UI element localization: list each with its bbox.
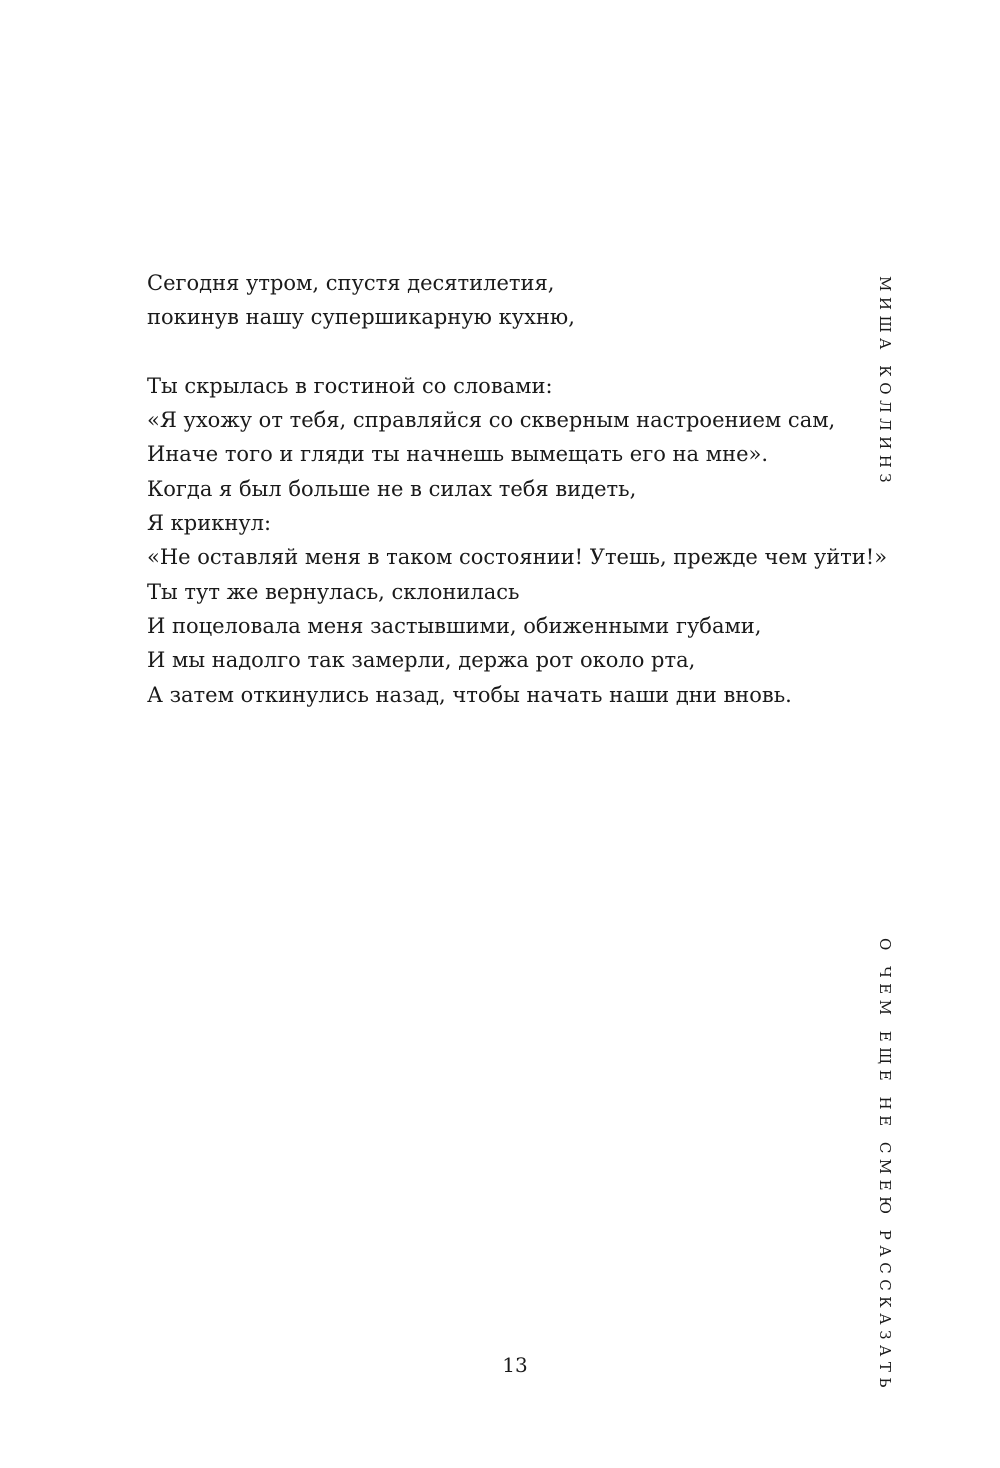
poem-line: Когда я был больше не в силах тебя видеть, [147,476,637,501]
poem-line: Ты тут же вернулась, склонилась [147,579,520,604]
poem-line: И мы надолго так замерли, держа рот около рта, [147,648,696,673]
poem-line: покинув нашу супершикарную кухню, [147,305,575,330]
running-head-author: МИША КОЛЛИНЗ [876,276,894,489]
page-number: 13 [502,1353,528,1377]
stanza-break [147,335,847,369]
poem-line: «Я ухожу от тебя, справляйся со скверным настроением сам, [147,408,836,433]
poem-line: Я крикнул: [147,511,272,536]
poem-line: Ты скрылась в гостиной со словами: [147,373,553,398]
poem-line: И поцеловала меня застывшими, обиженными губами, [147,613,762,638]
poem-line: Иначе того и гляди ты начнешь вымещать его на мне». [147,442,769,467]
running-head-book-title: О ЧЕМ ЕЩЕ НЕ СМЕЮ РАССКАЗАТЬ [876,938,894,1393]
poem-line: Сегодня утром, спустя десятилетия, [147,271,555,295]
poem-line: «Не оставляй меня в таком состоянии! Утешь, прежде чем уйти!» [147,545,888,570]
poem-line: А затем откинулись назад, чтобы начать наши дни вновь. [147,682,792,707]
